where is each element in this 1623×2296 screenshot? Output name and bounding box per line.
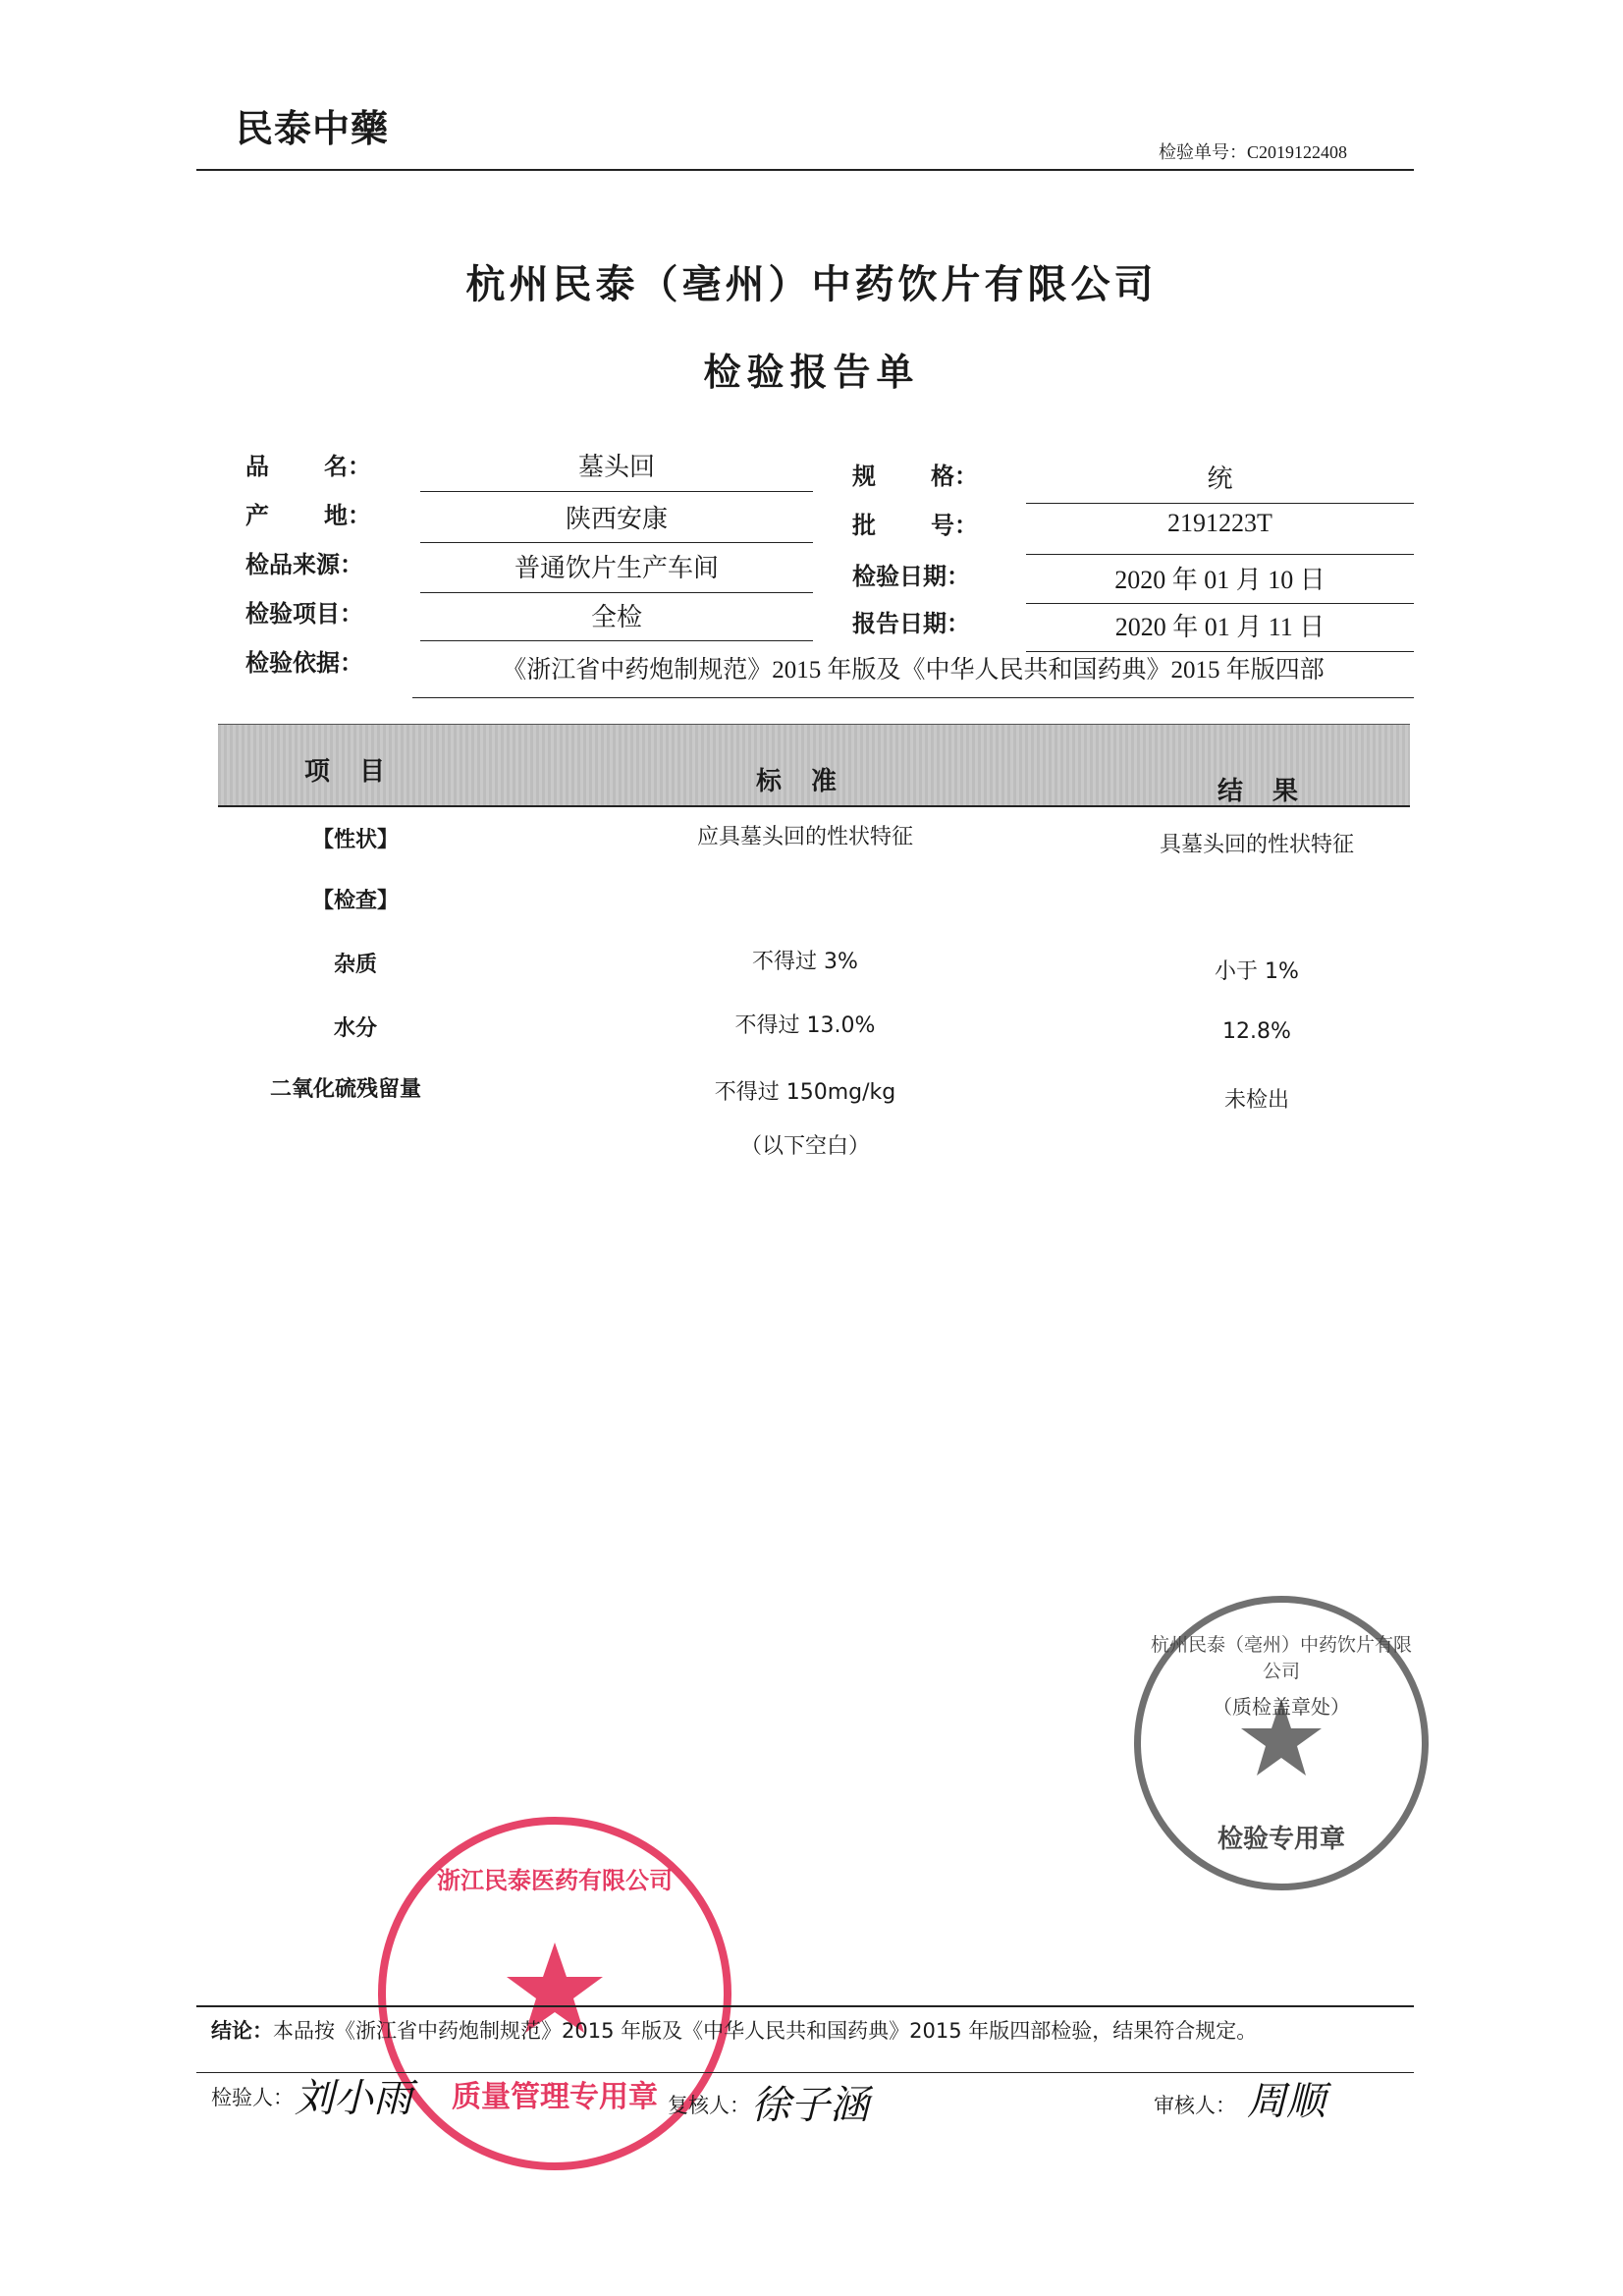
underline: [412, 697, 1414, 698]
item-label: 检验项目：: [245, 600, 363, 628]
table-row-result: 12.8%: [1222, 1019, 1291, 1044]
batch-label: 批 号：: [852, 512, 978, 539]
company-title: 杭州民泰（亳州）中药饮片有限公司: [465, 261, 1158, 307]
company-logo: 民泰中藥: [236, 106, 390, 150]
underline: [420, 542, 813, 543]
qc-stamp-note: （质检盖章处）: [1213, 1695, 1350, 1719]
spec-value: 统: [1207, 465, 1233, 493]
table-row-item: 二氧化硫残留量: [270, 1077, 422, 1102]
table-row-item: 【性状】: [312, 828, 400, 852]
footer-rule: [196, 2005, 1414, 2007]
qc-stamp-bottom-text: 检验专用章: [1217, 1825, 1345, 1854]
quality-stamp-bottom-text: 质量管理专用章: [452, 2080, 658, 2114]
conclusion-text: 本品按《浙江省中药炮制规范》2015 年版及《中华人民共和国药典》2015 年版四部检验，结果符合规定。: [273, 2019, 1258, 2043]
table-row-standard: 应具墓头回的性状特征: [696, 825, 913, 849]
reviewer-signature: 徐子涵: [751, 2083, 869, 2128]
table-row-item: 水分: [334, 1016, 378, 1041]
conclusion: [211, 2015, 1257, 2045]
column-header-item: 项目: [304, 757, 415, 787]
report-date-value: 2020 年 01 月 11 日: [1114, 613, 1325, 641]
table-row-result: 未检出: [1223, 1088, 1289, 1113]
batch-value: 2191223T: [1167, 509, 1272, 537]
underline: [1026, 554, 1414, 555]
inspector-signature: 刘小雨: [295, 2076, 412, 2121]
inspect-date-value: 2020 年 01 月 10 日: [1114, 566, 1325, 594]
table-row-result: 小于 1%: [1215, 959, 1299, 984]
blank-note: （以下空白）: [739, 1134, 870, 1159]
conclusion-label: 结论：: [211, 2019, 273, 2043]
underline: [1026, 603, 1414, 604]
item-value: 全检: [590, 603, 642, 631]
column-header-result: 结果: [1217, 777, 1328, 806]
spec-label: 规 格：: [852, 463, 978, 490]
source-label: 检品来源：: [245, 551, 363, 578]
approver-signature: 周顺: [1247, 2079, 1325, 2124]
underline: [420, 640, 813, 641]
quality-stamp-ring-text: 浙江民泰医药有限公司: [437, 1867, 673, 1894]
underline: [420, 592, 813, 593]
reviewer-label: 复核人：: [668, 2094, 750, 2117]
table-row-standard: 不得过 13.0%: [734, 1013, 876, 1038]
report-number: [1159, 138, 1347, 164]
table-row-item: 【检查】: [312, 889, 400, 913]
source-value: 普通饮片生产车间: [514, 554, 719, 582]
inspect-date-label: 检验日期：: [852, 563, 970, 590]
underline: [1026, 651, 1414, 652]
column-header-standard: 标准: [756, 767, 867, 796]
table-row-result: 具墓头回的性状特征: [1159, 833, 1354, 857]
table-row-standard: 不得过 150mg/kg: [714, 1080, 896, 1105]
qc-stamp-ring-text: 杭州民泰（亳州）中药饮片有限公司: [1150, 1634, 1412, 1682]
product-name-label: 品 名：: [245, 453, 371, 480]
approver-label: 审核人：: [1154, 2094, 1236, 2117]
table-row-standard: 不得过 3%: [752, 950, 858, 974]
basis-label: 检验依据：: [245, 649, 363, 677]
basis-value: 《浙江省中药炮制规范》2015 年版及《中华人民共和国药典》2015 年版四部: [502, 657, 1325, 683]
header-rule: [196, 169, 1414, 171]
table-row-item: 杂质: [334, 953, 378, 977]
underline: [1026, 503, 1414, 504]
report-number-value: C2019122408: [1247, 142, 1348, 162]
origin-value: 陕西安康: [565, 505, 668, 533]
product-name-value: 墓头回: [577, 453, 655, 481]
inspector-label: 检验人：: [211, 2086, 294, 2109]
table-header-rule: [218, 805, 1410, 807]
report-number-label: 检验单号：: [1159, 142, 1247, 162]
document-title: 检验报告单: [703, 350, 920, 394]
report-date-label: 报告日期：: [852, 610, 970, 637]
underline: [420, 491, 813, 492]
origin-label: 产 地：: [245, 502, 371, 529]
